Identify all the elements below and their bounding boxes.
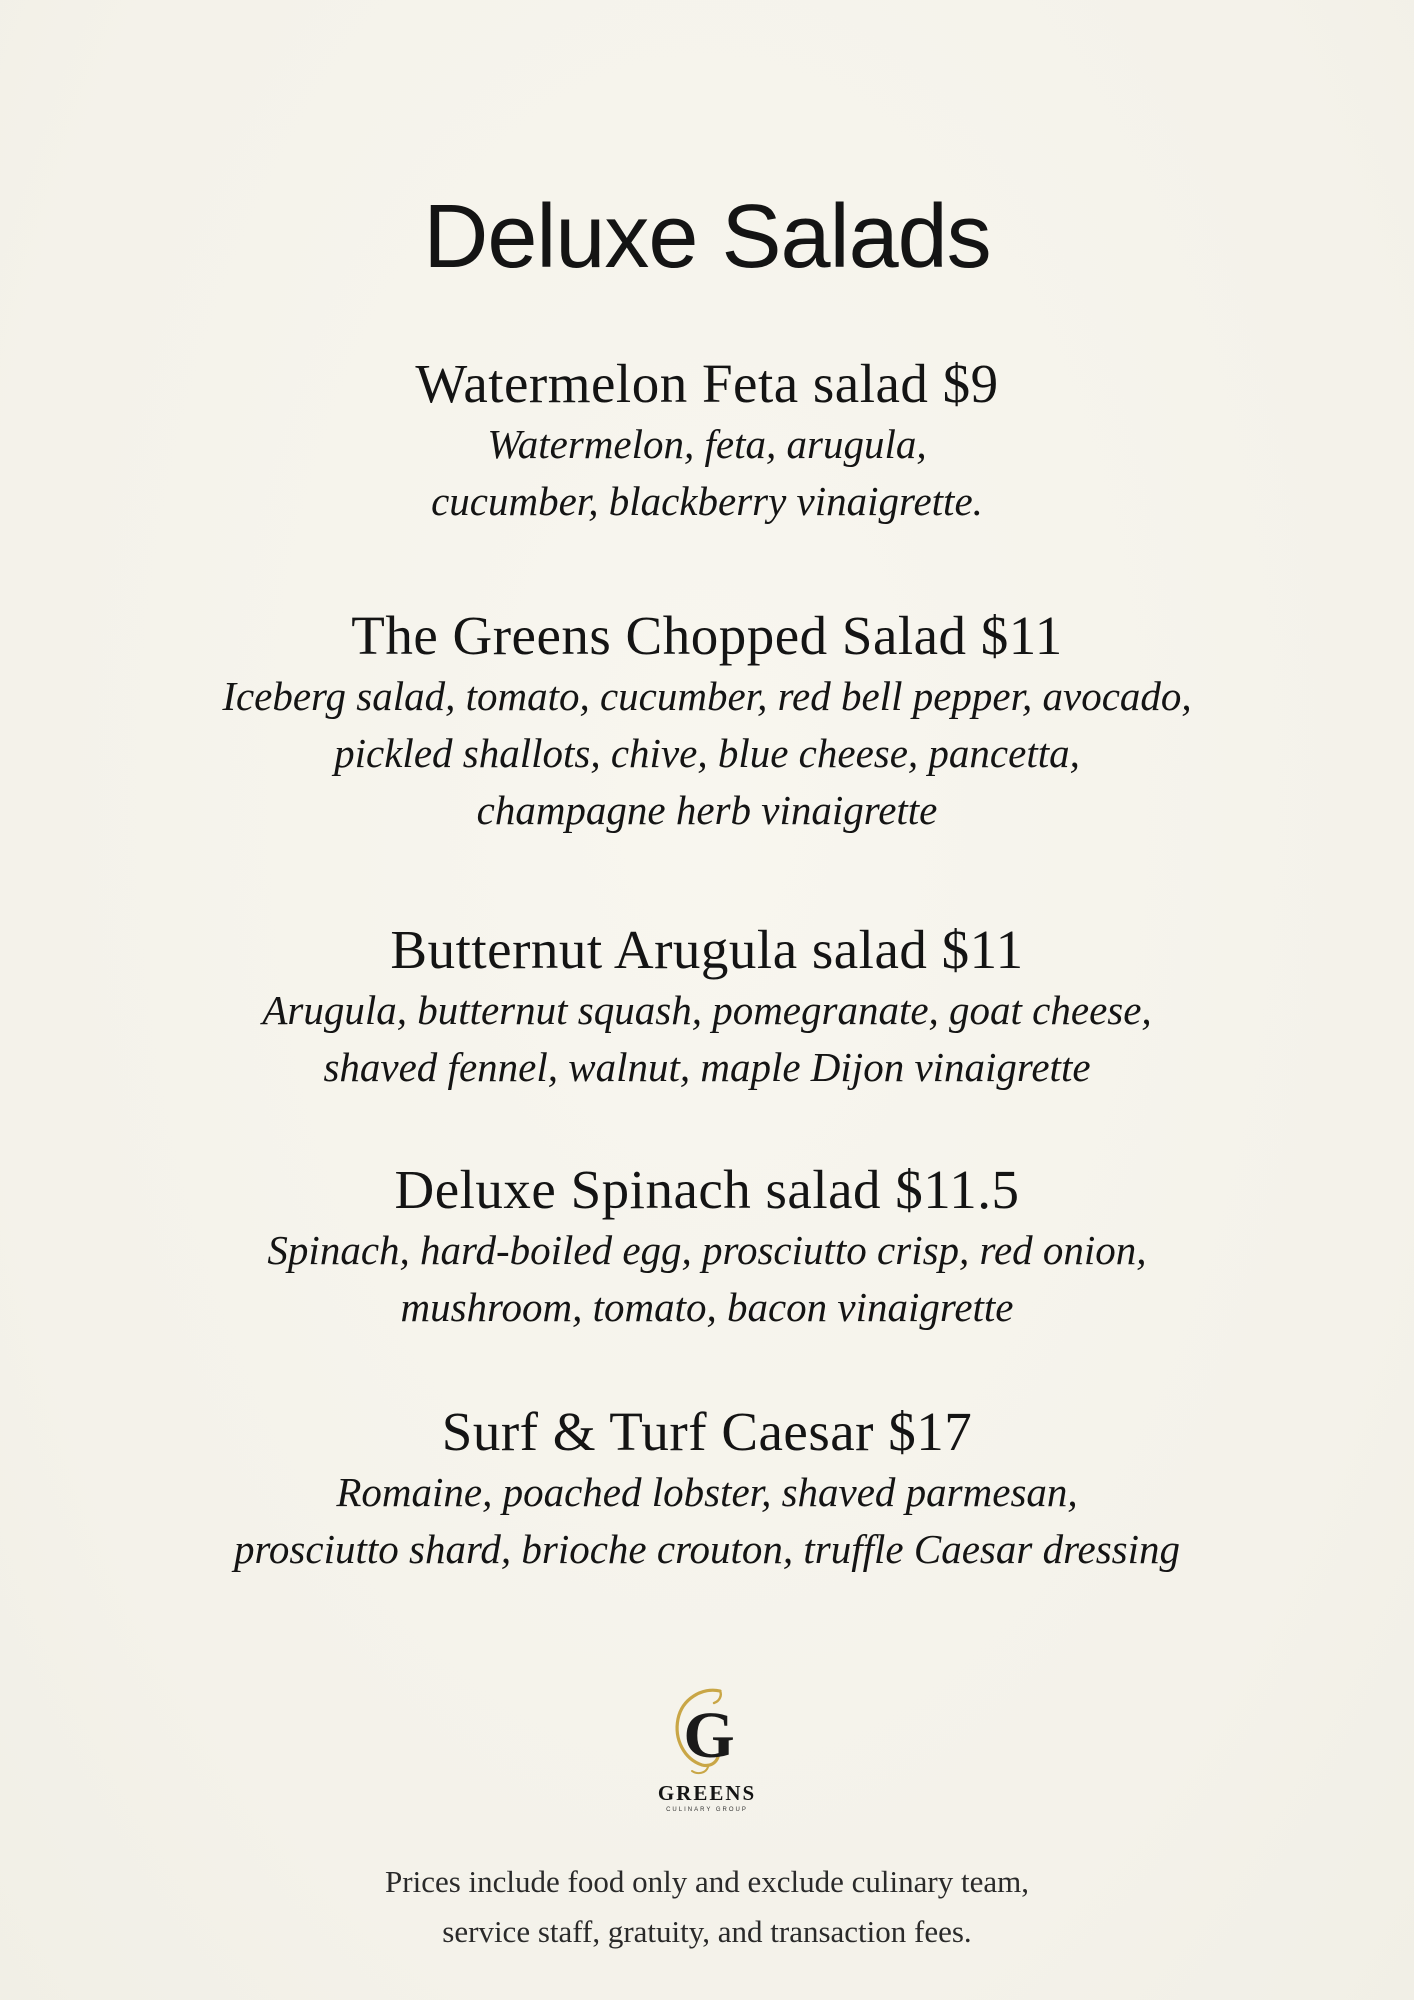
item-description — [0, 1222, 1414, 1336]
description-line: Romaine, poached lobster, shaved parmesan, — [336, 1469, 1078, 1515]
item-description — [0, 982, 1414, 1096]
description-line: Arugula, butternut squash, pomegranate, goat cheese, — [262, 987, 1152, 1033]
menu-item — [0, 352, 1414, 604]
item-name: Surf & Turf Caesar $17 — [441, 1401, 973, 1462]
page-title: Deluxe Salads — [423, 187, 991, 288]
item-name: The Greens Chopped Salad $11 — [351, 605, 1063, 666]
menu-item — [0, 604, 1414, 918]
description-line: mushroom, tomato, bacon vinaigrette — [400, 1284, 1014, 1330]
svg-text:G: G — [683, 1699, 735, 1772]
item-name: Deluxe Spinach salad $11.5 — [394, 1159, 1020, 1220]
description-line: cucumber, blackberry vinaigrette. — [431, 478, 983, 524]
description-line: Watermelon, feta, arugula, — [487, 421, 927, 467]
item-description — [0, 416, 1414, 530]
description-line: champagne herb vinaigrette — [476, 787, 938, 833]
description-line: Iceberg salad, tomato, cucumber, red bell pepper, avocado, — [222, 673, 1192, 719]
price-disclaimer — [0, 1857, 1414, 1957]
salad-menu — [0, 352, 1414, 1600]
description-line: Spinach, hard-boiled egg, prosciutto crisp, red onion, — [267, 1227, 1147, 1273]
menu-item — [0, 918, 1414, 1158]
item-description — [0, 668, 1414, 839]
item-name: Butternut Arugula salad $11 — [390, 919, 1024, 980]
greens-logo — [0, 1685, 1414, 1813]
disclaimer-line: service staff, gratuity, and transaction fees. — [442, 1914, 972, 1949]
item-description — [0, 1464, 1414, 1578]
item-name: Watermelon Feta salad $9 — [415, 353, 999, 414]
monogram-logo-icon — [662, 1685, 752, 1777]
description-line: pickled shallots, chive, blue cheese, pancetta, — [334, 730, 1080, 776]
logo-subtitle: CULINARY GROUP — [666, 1807, 748, 1813]
menu-item — [0, 1400, 1414, 1600]
menu-item — [0, 1158, 1414, 1400]
disclaimer-line: Prices include food only and exclude culinary team, — [385, 1864, 1029, 1899]
description-line: prosciutto shard, brioche crouton, truffle Caesar dressing — [233, 1526, 1181, 1572]
logo-wordmark: GREENS — [657, 1781, 757, 1805]
description-line: shaved fennel, walnut, maple Dijon vinaigrette — [323, 1044, 1091, 1090]
